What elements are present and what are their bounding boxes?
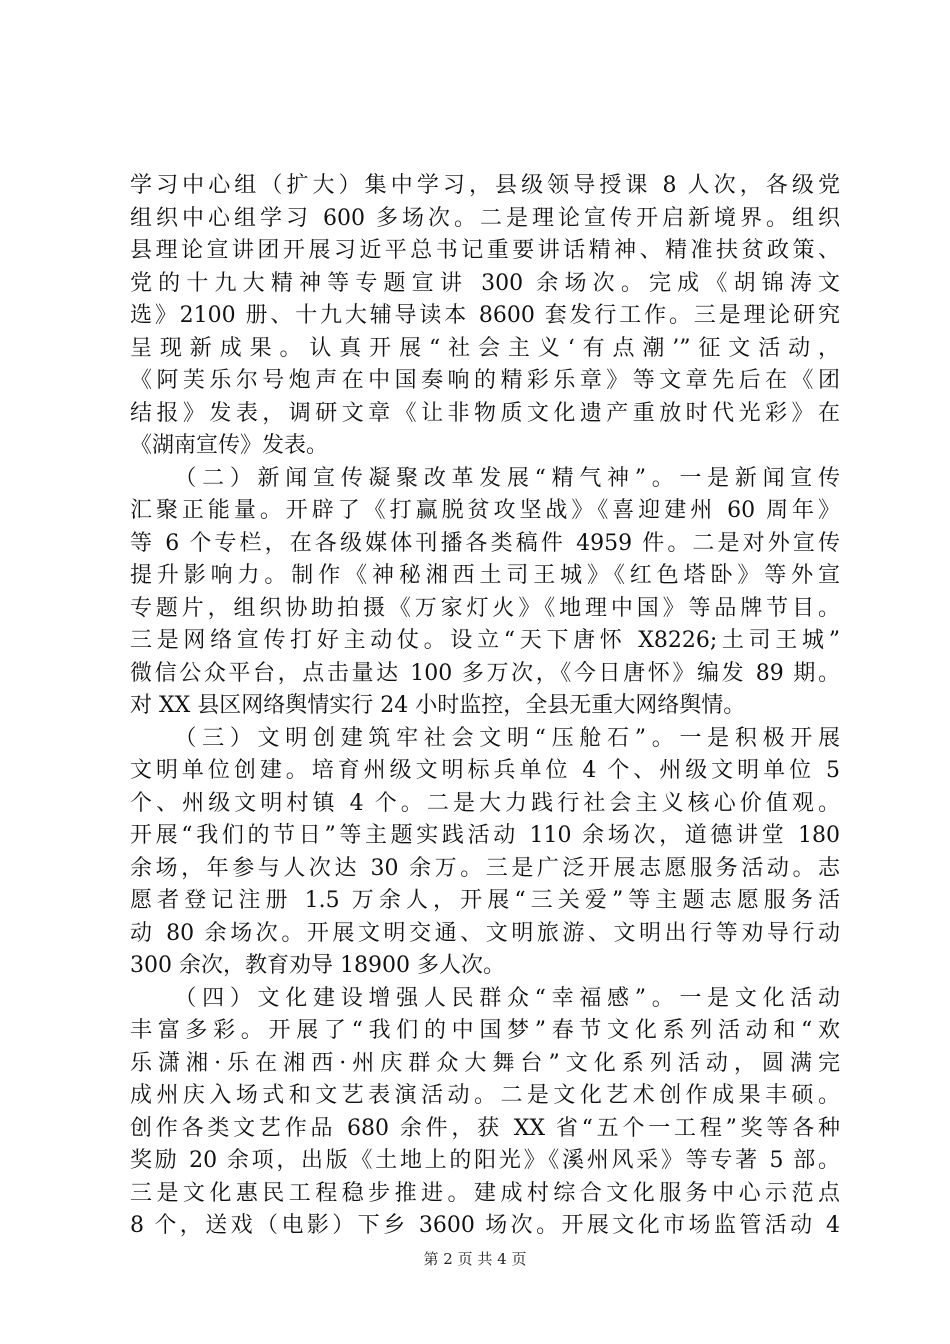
text-line: 对 XX 县区网络舆情实行 24 小时监控，全县无重大网络舆情。	[130, 693, 746, 718]
text-line: 组织中心组学习 600 多场次。二是理论宣传开启新境界。组织	[130, 205, 840, 231]
text-line: 结报》发表，调研文章《让非物质文化遗产重放时代光彩》在	[130, 400, 840, 426]
text-line: 创作各类文艺作品 680 余件，获 XX 省“五个一工程”奖等各种	[130, 1115, 840, 1141]
text-line: 三是网络宣传打好主动仗。设立“天下唐怀 X8226;土司王城”	[130, 628, 840, 653]
text-line: 《阿芙乐尔号炮声在中国奏响的精彩乐章》等文章先后在《团	[130, 368, 840, 393]
text-line: 专题片，组织协助拍摄《万家灯火》《地理中国》等品牌节目。	[130, 595, 840, 621]
text-line: （三）文明创建筑牢社会文明“压舱石”。一是积极开展	[130, 725, 840, 751]
text-line: 动 80 余场次。开展文明交通、文明旅游、文明出行等劝导行动	[130, 920, 840, 946]
text-line: 《湖南宣传》发表。	[130, 433, 329, 458]
text-line: 呈现新成果。认真开展“社会主义‘有点潮’”征文活动，	[130, 335, 840, 361]
text-line: 等 6 个专栏，在各级媒体刊播各类稿件 4959 件。二是对外宣传	[130, 530, 840, 556]
text-line: 成州庆入场式和文艺表演活动。二是文化艺术创作成果丰硕。	[130, 1083, 840, 1108]
text-line: （二）新闻宣传凝聚改革发展“精气神”。一是新闻宣传	[130, 465, 840, 491]
text-line: 提升影响力。制作《神秘湘西土司王城》《红色塔卧》等外宣	[130, 563, 840, 588]
text-line: 余场，年参与人次达 30 余万。三是广泛开展志愿服务活动。志	[130, 855, 840, 881]
text-line: 汇聚正能量。开辟了《打赢脱贫攻坚战》《喜迎建州 60 周年》	[130, 498, 840, 523]
text-line: 选》2100 册、十九大辅导读本 8600 套发行工作。三是理论研究	[130, 303, 840, 328]
text-line: 学习中心组（扩大）集中学习，县级领导授课 8 人次，各级党	[130, 173, 840, 198]
text-line: 文明单位创建。培育州级文明标兵单位 4 个、州级文明单位 5	[130, 758, 840, 783]
text-line: （四）文化建设增强人民群众“幸福感”。一是文化活动	[130, 985, 840, 1011]
text-line: 300 余次，教育劝导 18900 多人次。	[130, 953, 505, 978]
text-line: 乐潇湘·乐在湘西·州庆群众大舞台”文化系列活动，圆满完	[130, 1050, 840, 1076]
body-text	[130, 170, 840, 1243]
text-line: 微信公众平台，点击量达 100 多万次，《今日唐怀》编发 89 期。	[130, 660, 840, 686]
text-line: 8 个，送戏（电影）下乡 3600 场次。开展文化市场监管活动 4	[130, 1213, 840, 1238]
text-line: 开展“我们的节日”等主题实践活动 110 余场次，道德讲堂 180	[130, 823, 840, 848]
text-line: 党的十九大精神等专题宣讲 300 余场次。完成《胡锦涛文	[130, 270, 840, 296]
text-line: 三是文化惠民工程稳步推进。建成村综合文化服务中心示范点	[130, 1180, 840, 1206]
text-line: 丰富多彩。开展了“我们的中国梦”春节文化系列活动和“欢	[130, 1018, 840, 1043]
text-line: 奖励 20 余项，出版《土地上的阳光》《溪州风采》等专著 5 部。	[130, 1148, 840, 1173]
page-number-footer: 第 2 页 共 4 页	[423, 1250, 527, 1268]
text-line: 愿者登记注册 1.5 万余人，开展“三关爱”等主题志愿服务活	[130, 888, 840, 913]
text-line: 县理论宣讲团开展习近平总书记重要讲话精神、精准扶贫政策、	[130, 238, 840, 263]
text-line: 个、州级文明村镇 4 个。二是大力践行社会主义核心价值观。	[130, 790, 840, 816]
